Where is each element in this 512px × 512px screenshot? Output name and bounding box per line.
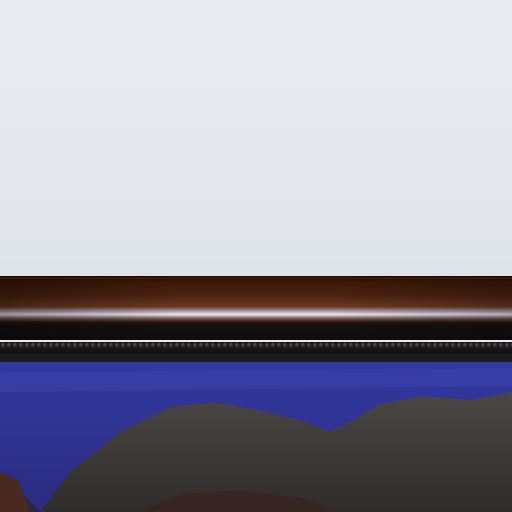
picture-frame-top [0, 276, 512, 366]
painting-canvas [0, 362, 512, 512]
frame-bead-strip [0, 342, 512, 349]
